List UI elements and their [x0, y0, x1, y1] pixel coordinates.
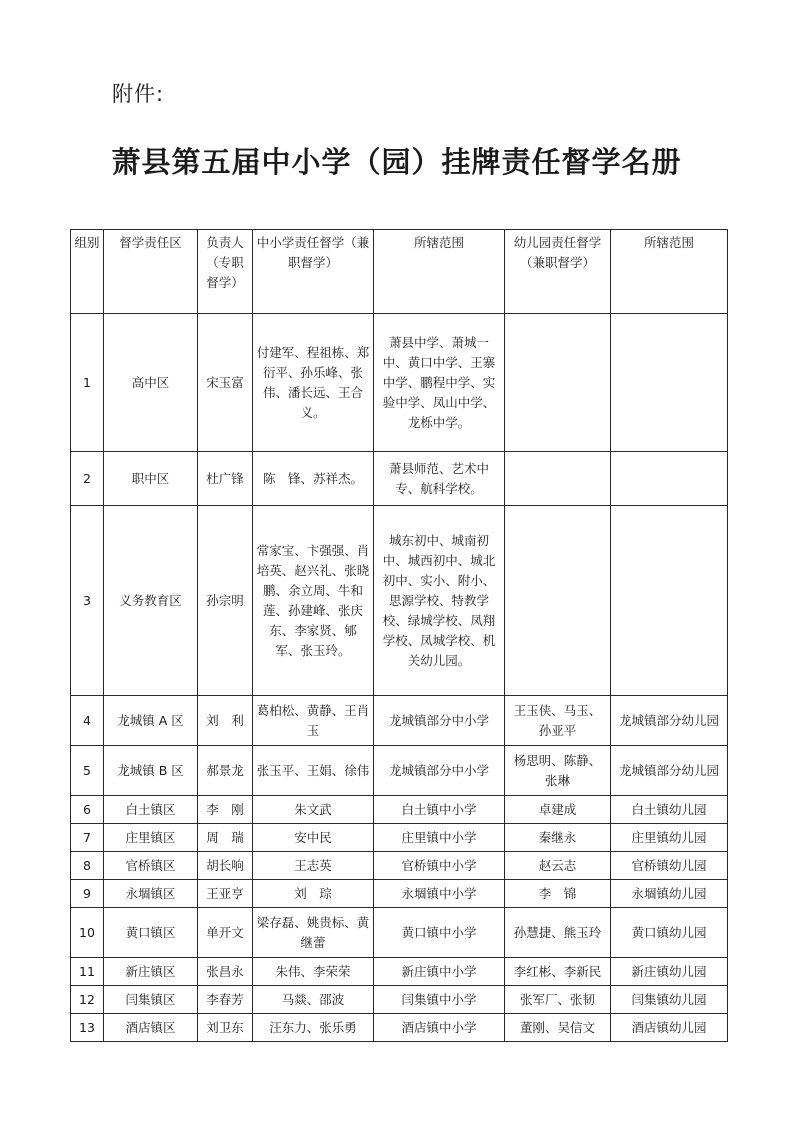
cell-kg-inspectors: 赵云志: [505, 852, 611, 880]
table-row: [71, 958, 728, 986]
cell-school-inspectors: 汪东力、张乐勇: [253, 1014, 374, 1042]
cell-school-inspectors: 葛柏松、黄静、王肖玉: [253, 696, 374, 746]
cell-school-scope: 萧县师范、艺术中专、航科学校。: [374, 452, 505, 506]
cell-kg-inspectors: [505, 452, 611, 506]
table-row: [71, 746, 728, 796]
header-group-no: 组别: [71, 230, 104, 314]
cell-kg-scope: 官桥镇幼儿园: [611, 852, 728, 880]
cell-kg-scope: 新庄镇幼儿园: [611, 958, 728, 986]
cell-group-no: 8: [71, 852, 104, 880]
cell-school-scope: 龙城镇部分中小学: [374, 746, 505, 796]
cell-school-inspectors: 付建军、程祖栋、郑衍平、孙乐峰、张 伟、潘长远、王合义。: [253, 314, 374, 452]
cell-zone: 庄里镇区: [104, 824, 198, 852]
table-row: [71, 696, 728, 746]
cell-school-inspectors: 梁存磊、姚贵标、黄继蕾: [253, 908, 374, 958]
cell-leader: 李春芳: [198, 986, 253, 1014]
table-row: [71, 1014, 728, 1042]
attachment-label: 附件:: [112, 82, 165, 106]
cell-group-no: 5: [71, 746, 104, 796]
cell-school-inspectors: 朱文武: [253, 796, 374, 824]
header-leader: 负责人（专职督学）: [198, 230, 253, 314]
cell-leader: 单开文: [198, 908, 253, 958]
cell-kg-scope: [611, 314, 728, 452]
cell-group-no: 3: [71, 506, 104, 696]
cell-group-no: 6: [71, 796, 104, 824]
cell-school-scope: 庄里镇中小学: [374, 824, 505, 852]
cell-kg-inspectors: [505, 506, 611, 696]
cell-leader: 宋玉富: [198, 314, 253, 452]
cell-leader: 李 刚: [198, 796, 253, 824]
table-row: [71, 824, 728, 852]
cell-zone: 酒店镇区: [104, 1014, 198, 1042]
cell-zone: 龙城镇 B 区: [104, 746, 198, 796]
cell-zone: 职中区: [104, 452, 198, 506]
cell-school-inspectors: 朱伟、李荣荣: [253, 958, 374, 986]
cell-kg-inspectors: 孙慧捷、熊玉玲: [505, 908, 611, 958]
header-kg-scope: 所辖范围: [611, 230, 728, 314]
cell-kg-scope: [611, 506, 728, 696]
cell-group-no: 12: [71, 986, 104, 1014]
cell-school-scope: 酒店镇中小学: [374, 1014, 505, 1042]
cell-kg-scope: 白土镇幼儿园: [611, 796, 728, 824]
cell-school-scope: 黄口镇中小学: [374, 908, 505, 958]
cell-zone: 闫集镇区: [104, 986, 198, 1014]
cell-school-scope: 官桥镇中小学: [374, 852, 505, 880]
cell-kg-scope: 闫集镇幼儿园: [611, 986, 728, 1014]
cell-kg-scope: [611, 452, 728, 506]
document-title: 萧县第五届中小学（园）挂牌责任督学名册: [111, 145, 682, 179]
table-body: [71, 314, 728, 1042]
cell-kg-scope: 酒店镇幼儿园: [611, 1014, 728, 1042]
cell-school-scope: 白土镇中小学: [374, 796, 505, 824]
cell-kg-scope: 龙城镇部分幼儿园: [611, 746, 728, 796]
cell-group-no: 2: [71, 452, 104, 506]
cell-leader: 张昌永: [198, 958, 253, 986]
cell-group-no: 4: [71, 696, 104, 746]
cell-group-no: 10: [71, 908, 104, 958]
cell-kg-scope: 庄里镇幼儿园: [611, 824, 728, 852]
cell-kg-inspectors: 杨思明、陈静、张琳: [505, 746, 611, 796]
header-zone: 督学责任区: [104, 230, 198, 314]
cell-kg-inspectors: 董刚、吴信文: [505, 1014, 611, 1042]
cell-zone: 黄口镇区: [104, 908, 198, 958]
cell-leader: 王亚亨: [198, 880, 253, 908]
table-row: [71, 314, 728, 452]
cell-group-no: 1: [71, 314, 104, 452]
cell-kg-inspectors: 李红彬、李新民: [505, 958, 611, 986]
cell-zone: 新庄镇区: [104, 958, 198, 986]
inspector-roster-table: [70, 229, 728, 1042]
cell-school-scope: 城东初中、城南初中、城西初中、城北初中、实小、附小、思源学校、特教学校、绿城学校、凤翔学校、凤城学校、机关幼儿园。: [374, 506, 505, 696]
cell-kg-scope: 龙城镇部分幼儿园: [611, 696, 728, 746]
cell-school-scope: 萧县中学、萧城一中、黄口中学、王寨中学、鹏程中学、实验中学、凤山中学、龙栎中学。: [374, 314, 505, 452]
cell-kg-inspectors: 李 锦: [505, 880, 611, 908]
table-row: [71, 908, 728, 958]
cell-zone: 高中区: [104, 314, 198, 452]
cell-school-inspectors: 陈 锋、苏祥杰。: [253, 452, 374, 506]
cell-school-inspectors: 常家宝、卞强强、肖培英、赵兴礼、张晓鹏、余立周、牛和莲、孙建峰、张庆东、李家贤、郇 军、张玉玲。: [253, 506, 374, 696]
table-row: [71, 452, 728, 506]
cell-kg-inspectors: 秦继永: [505, 824, 611, 852]
cell-leader: 孙宗明: [198, 506, 253, 696]
cell-leader: 刘 利: [198, 696, 253, 746]
cell-zone: 龙城镇 A 区: [104, 696, 198, 746]
cell-school-scope: 新庄镇中小学: [374, 958, 505, 986]
cell-school-inspectors: 张玉平、王娟、徐伟: [253, 746, 374, 796]
cell-leader: 杜广锋: [198, 452, 253, 506]
header-school-scope: 所辖范围: [374, 230, 505, 314]
cell-leader: 刘卫东: [198, 1014, 253, 1042]
cell-school-scope: 龙城镇部分中小学: [374, 696, 505, 746]
cell-group-no: 7: [71, 824, 104, 852]
header-school-inspectors: 中小学责任督学（兼职督学）: [253, 230, 374, 314]
table-row: [71, 796, 728, 824]
cell-kg-inspectors: 张军厂、张韧: [505, 986, 611, 1014]
table-header-row: [71, 230, 728, 314]
table-row: [71, 986, 728, 1014]
cell-zone: 永堌镇区: [104, 880, 198, 908]
cell-school-scope: 闫集镇中小学: [374, 986, 505, 1014]
cell-school-inspectors: 刘 琮: [253, 880, 374, 908]
cell-kg-inspectors: 卓建成: [505, 796, 611, 824]
table-row: [71, 852, 728, 880]
cell-kg-inspectors: 王玉侠、马玉、孙亚平: [505, 696, 611, 746]
cell-leader: 胡长响: [198, 852, 253, 880]
cell-leader: 郝景龙: [198, 746, 253, 796]
cell-kg-scope: 永堌镇幼儿园: [611, 880, 728, 908]
cell-school-inspectors: 王志英: [253, 852, 374, 880]
cell-school-inspectors: 马燚、邵波: [253, 986, 374, 1014]
table-row: [71, 880, 728, 908]
header-kg-inspectors: 幼儿园责任督学（兼职督学）: [505, 230, 611, 314]
cell-group-no: 13: [71, 1014, 104, 1042]
table-row: [71, 506, 728, 696]
cell-kg-inspectors: [505, 314, 611, 452]
cell-kg-scope: 黄口镇幼儿园: [611, 908, 728, 958]
cell-group-no: 9: [71, 880, 104, 908]
cell-school-inspectors: 安中民: [253, 824, 374, 852]
cell-zone: 义务教育区: [104, 506, 198, 696]
cell-leader: 周 瑞: [198, 824, 253, 852]
cell-group-no: 11: [71, 958, 104, 986]
cell-zone: 官桥镇区: [104, 852, 198, 880]
cell-zone: 白土镇区: [104, 796, 198, 824]
cell-school-scope: 永堌镇中小学: [374, 880, 505, 908]
